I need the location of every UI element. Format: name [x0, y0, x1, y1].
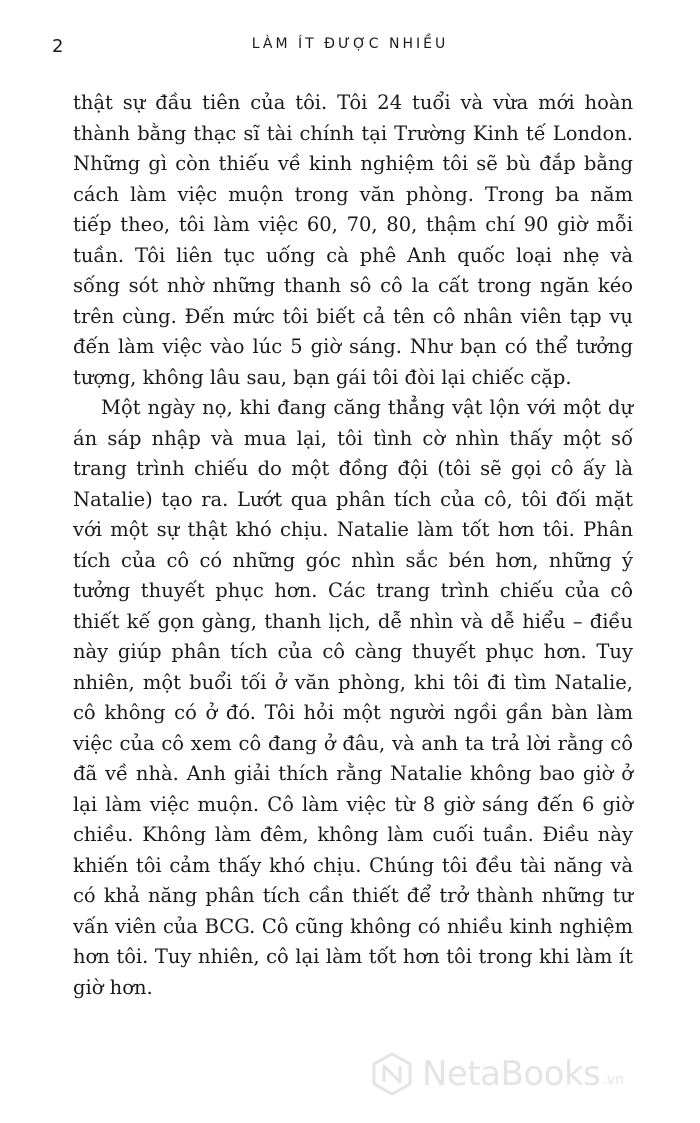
watermark-suffix: .vn — [602, 1072, 624, 1088]
netabooks-logo-icon — [370, 1052, 414, 1096]
paragraph-1: thật sự đầu tiên của tôi. Tôi 24 tuổi và vừa mới hoàn thành bằng thạc sĩ tài chính tại Trường Kinh tế London. Những gì còn thiếu về kinh nghiệm tôi sẽ bù đắp bằng cách làm việc muộn trong văn phòng. Trong ba năm tiếp theo, tôi làm việc 60, 70, 80, thậm chí 90 giờ mỗi tuần. Tôi liên tục uống cà phê Anh quốc loại nhẹ và sống sót nhờ những thanh sô cô la cất trong ngăn kéo trên cùng. Đến mức tôi biết cả tên cô nhân viên tạp vụ đến làm việc vào lúc 5 giờ sáng. Như bạn có thể tưởng tượng, không lâu sau, bạn gái tôi đòi lại chiếc cặp. — [73, 91, 633, 389]
watermark — [370, 1052, 624, 1096]
paragraph-2: Một ngày nọ, khi đang căng thẳng vật lộn với một dự án sáp nhập và mua lại, tôi tình cờ nhìn thấy một số trang trình chiếu do một đồng đội (tôi sẽ gọi cô ấy là Natalie) tạo ra. Lướt qua phân tích của cô, tôi đối mặt với một sự thật khó chịu. Natalie làm tốt hơn tôi. Phân tích của cô có những góc nhìn sắc bén hơn, những ý tưởng thuyết phục hơn. Các trang trình chiếu của cô thiết kế gọn gàng, thanh lịch, dễ nhìn và dễ hiểu – điều này giúp phân tích của cô càng thuyết phục hơn. Tuy nhiên, một buổi tối ở văn phòng, khi tôi đi tìm Natalie, cô không có ở đó. Tôi hỏi một người ngồi gần bàn làm việc của cô xem cô đang ở đâu, và anh ta trả lời rằng cô đã về nhà. Anh giải thích rằng Natalie không bao giờ ở lại làm việc muộn. Cô làm việc từ 8 giờ sáng đến 6 giờ chiều. Không làm đêm, không làm cuối tuần. Điều này khiến tôi cảm thấy khó chịu. Chúng tôi đều tài năng và có khả năng phân tích cần thiết để trở thành những tư vấn viên của BCG. Cô cũng không có nhiều kinh nghiệm hơn tôi. Tuy nhiên, cô lại làm tốt hơn tôi trong khi làm ít giờ hơn. — [73, 396, 633, 999]
watermark-brand: NetaBooks — [422, 1054, 601, 1094]
body-text — [73, 88, 633, 1003]
running-title: LÀM ÍT ĐƯỢC NHIỀU — [251, 36, 449, 52]
page-number: 2 — [52, 36, 64, 57]
